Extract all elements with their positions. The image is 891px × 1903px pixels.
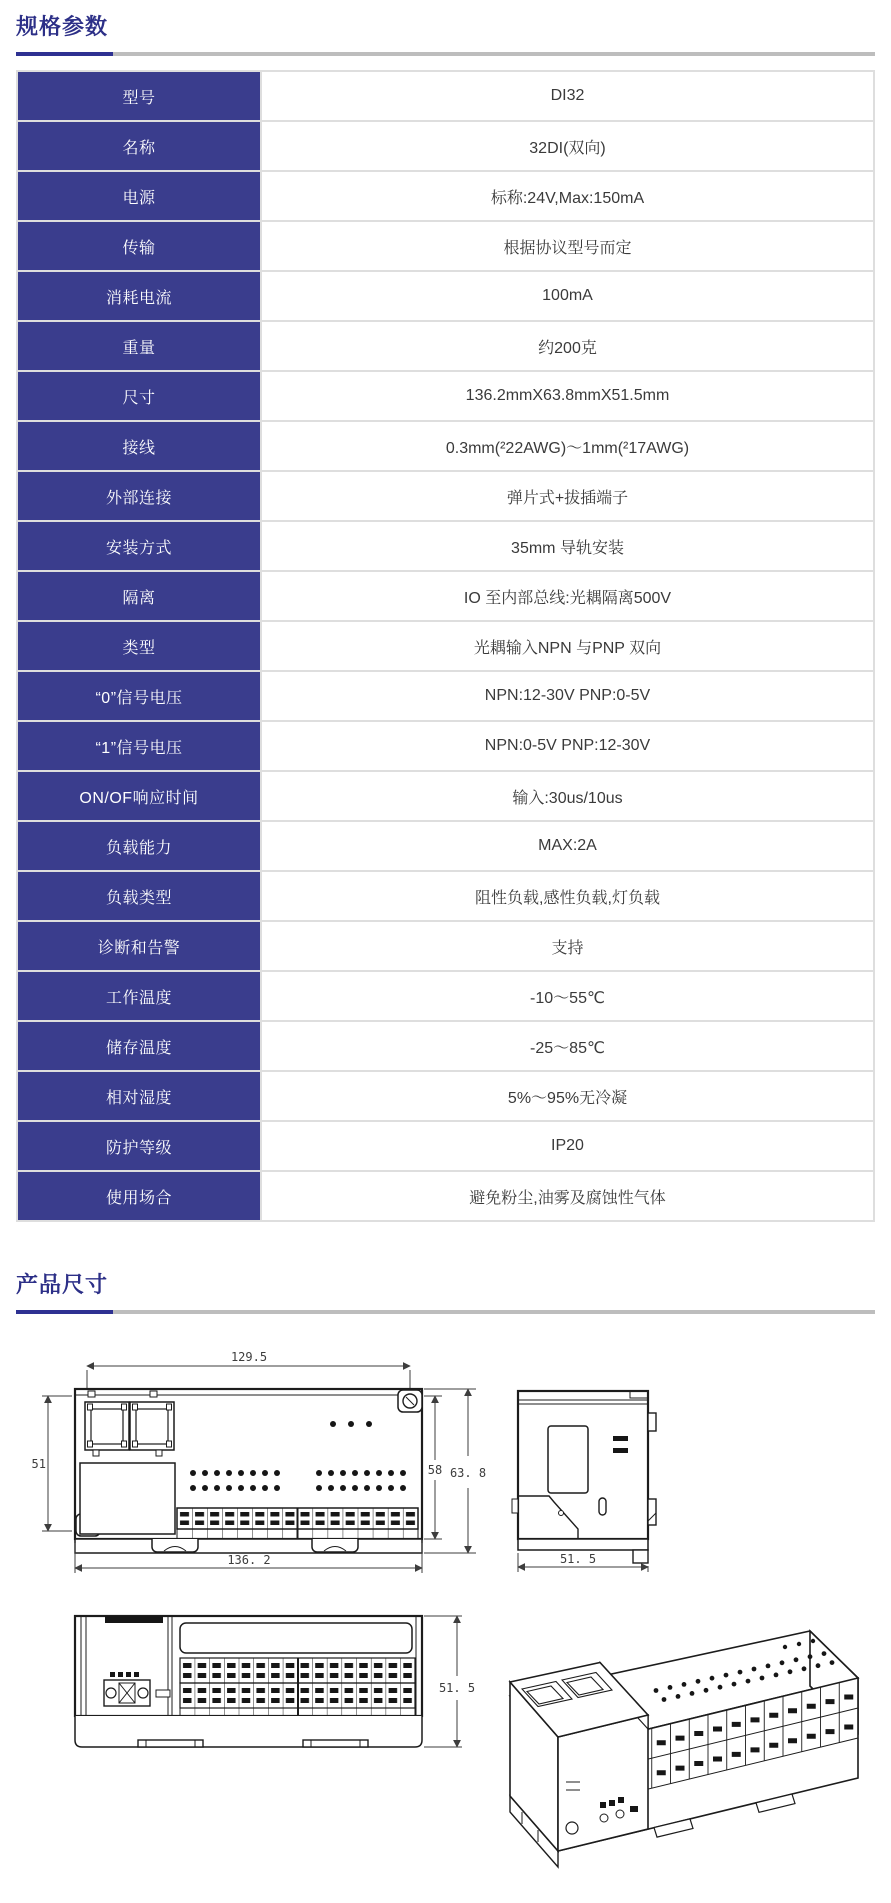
spec-row-label: “1”信号电压 — [17, 721, 261, 771]
spec-table — [16, 70, 875, 1222]
spec-row-label: 隔离 — [17, 571, 261, 621]
spec-row-value: -25～85℃ — [261, 1021, 874, 1071]
underline-accent — [16, 52, 113, 56]
spec-row-label: 使用场合 — [17, 1171, 261, 1221]
spec-row-value: 输入:30us/10us — [261, 771, 874, 821]
spec-row — [17, 871, 874, 921]
spec-row — [17, 171, 874, 221]
page — [0, 14, 891, 1903]
side-view-drawing — [505, 1366, 675, 1581]
spec-row — [17, 1021, 874, 1071]
front-view-drawing — [30, 1346, 500, 1581]
dim-front-bottom-width: 136. 2 — [227, 1553, 271, 1567]
spec-row-value: 根据协议型号而定 — [261, 221, 874, 271]
spec-row — [17, 671, 874, 721]
spec-row-label: 诊断和告警 — [17, 921, 261, 971]
spec-row — [17, 821, 874, 871]
spec-row — [17, 1071, 874, 1121]
spec-row-label: 储存温度 — [17, 1021, 261, 1071]
side-label-window — [548, 1426, 588, 1493]
dims-title-underline — [16, 1310, 875, 1314]
spec-row-value: 弹片式+拔插端子 — [261, 471, 874, 521]
spec-row — [17, 371, 874, 421]
spec-row-value: NPN:12-30V PNP:0-5V — [261, 671, 874, 721]
spec-row-label: 型号 — [17, 71, 261, 121]
spec-row — [17, 771, 874, 821]
spec-row-value: NPN:0-5V PNP:12-30V — [261, 721, 874, 771]
spec-row — [17, 421, 874, 471]
spec-row-label: 电源 — [17, 171, 261, 221]
spec-row — [17, 121, 874, 171]
spec-row — [17, 271, 874, 321]
spec-row-label: 传输 — [17, 221, 261, 271]
spec-row-value: -10～55℃ — [261, 971, 874, 1021]
spec-row-label: 防护等级 — [17, 1121, 261, 1171]
spec-row-label: 安装方式 — [17, 521, 261, 571]
spec-row-label: 接线 — [17, 421, 261, 471]
top-view-drawing — [30, 1606, 480, 1756]
dims-section-title: 产品尺寸 — [16, 1272, 109, 1297]
underline-rest — [113, 52, 875, 56]
spec-row-value: IP20 — [261, 1121, 874, 1171]
dim-front-left-height: 51 — [31, 1457, 46, 1471]
spec-row-label: 负载类型 — [17, 871, 261, 921]
spec-row-value: 阻性负载,感性负载,灯负载 — [261, 871, 874, 921]
spec-table-body — [17, 71, 874, 1221]
spec-row — [17, 321, 874, 371]
spec-row — [17, 471, 874, 521]
spec-row-label: ON/OF响应时间 — [17, 771, 261, 821]
spec-row-label: 工作温度 — [17, 971, 261, 1021]
product-drawings — [0, 1336, 891, 1903]
dims-section — [0, 1272, 891, 1903]
spec-row-label: 类型 — [17, 621, 261, 671]
spec-row-value: 100mA — [261, 271, 874, 321]
spec-row — [17, 1171, 874, 1221]
spec-row-label: 名称 — [17, 121, 261, 171]
spec-row-value: 32DI(双向) — [261, 121, 874, 171]
dim-top-depth: 51. 5 — [438, 1681, 476, 1695]
spec-section — [0, 14, 891, 1222]
spec-row-label: 外部连接 — [17, 471, 261, 521]
spec-row-value: 光耦输入NPN 与PNP 双向 — [261, 621, 874, 671]
spec-row-label: “0”信号电压 — [17, 671, 261, 721]
spec-row — [17, 721, 874, 771]
spec-row-value: 35mm 导轨安装 — [261, 521, 874, 571]
spec-title-underline — [16, 52, 875, 56]
spec-row-value: 136.2mmX63.8mmX51.5mm — [261, 371, 874, 421]
underline-accent — [16, 1310, 113, 1314]
spec-row — [17, 621, 874, 671]
spec-row — [17, 521, 874, 571]
dim-front-overall-height: 63. 8 — [449, 1466, 487, 1480]
dim-side-depth: 51. 5 — [559, 1552, 597, 1566]
spec-row — [17, 571, 874, 621]
spec-section-title: 规格参数 — [16, 14, 109, 39]
spec-row — [17, 1121, 874, 1171]
isometric-view-drawing — [480, 1616, 891, 1903]
spec-row-value: 避免粉尘,油雾及腐蚀性气体 — [261, 1171, 874, 1221]
spec-row-value: MAX:2A — [261, 821, 874, 871]
spec-row-value: DI32 — [261, 71, 874, 121]
spec-row-value: 0.3mm(²22AWG)～1mm(²17AWG) — [261, 421, 874, 471]
dim-front-inner-height: 58 — [427, 1463, 443, 1477]
spec-row-value: 约200克 — [261, 321, 874, 371]
spec-row-label: 重量 — [17, 321, 261, 371]
spec-row-label: 消耗电流 — [17, 271, 261, 321]
spec-row-label: 尺寸 — [17, 371, 261, 421]
spec-row-label: 负载能力 — [17, 821, 261, 871]
spec-row-value: IO 至内部总线:光耦隔离500V — [261, 571, 874, 621]
spec-row-value: 支持 — [261, 921, 874, 971]
spec-row-value: 标称:24V,Max:150mA — [261, 171, 874, 221]
spec-row-label: 相对湿度 — [17, 1071, 261, 1121]
spec-row — [17, 71, 874, 121]
spec-row — [17, 921, 874, 971]
underline-rest — [113, 1310, 875, 1314]
spec-row — [17, 221, 874, 271]
dim-front-top-width: 129.5 — [230, 1350, 268, 1364]
spec-row-value: 5%～95%无冷凝 — [261, 1071, 874, 1121]
spec-row — [17, 971, 874, 1021]
